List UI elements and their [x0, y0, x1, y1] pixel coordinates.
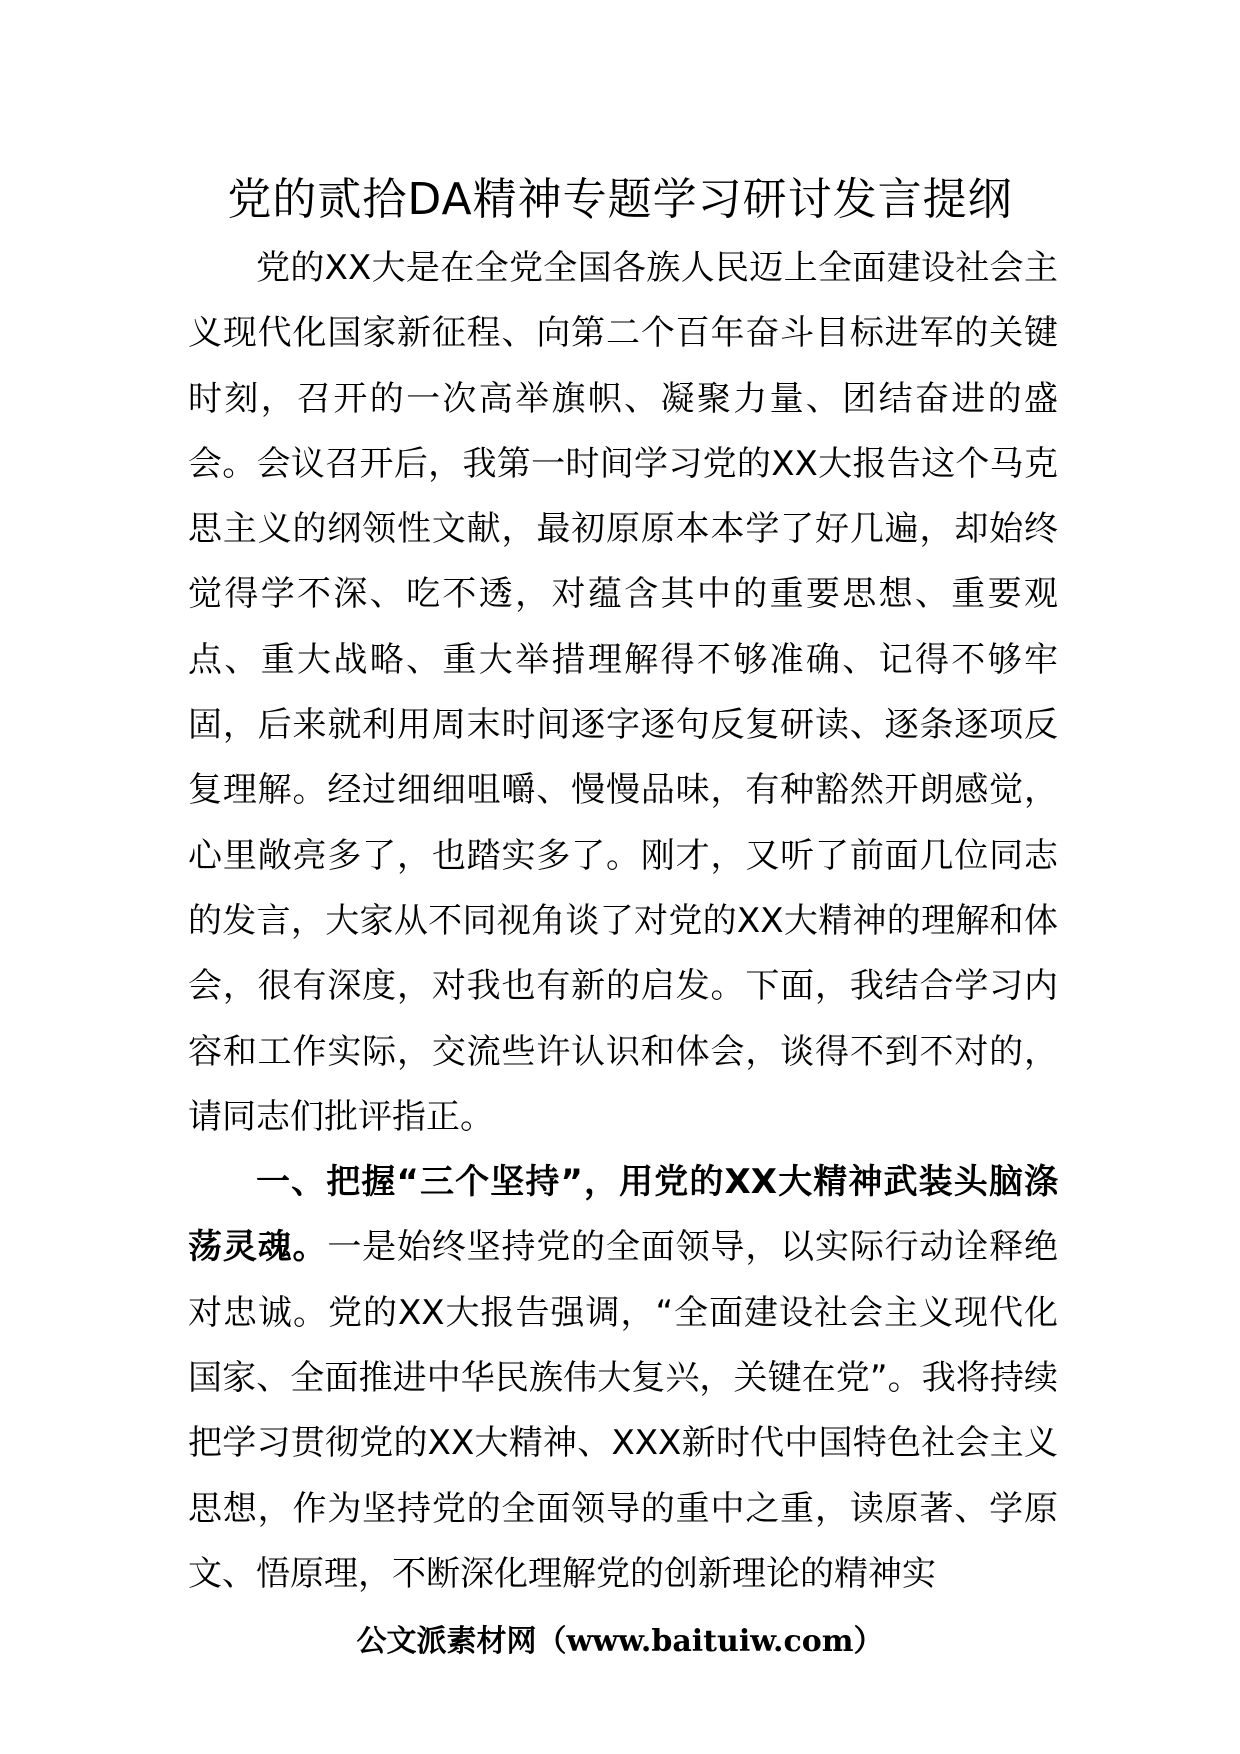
- section-one-text: 一是始终坚持党的全面领导，以实际行动诠释绝对忠诚。党的XX大报告强调，“全面建设社会主义现代化国家、全面推进中华民族伟大复兴，关键在党”。我将持续把学习贯彻党的XX大精神、XXX新时代中国特色社会主义思想，作为坚持党的全面领导的重中之重，读原著、学原文、悟原理，不断深化理解党的创新理论的精神实: [188, 1227, 1059, 1594]
- paragraph-intro: [188, 236, 1058, 1150]
- paragraph-intro-text: 党的XX大是在全党全国各族人民迈上全面建设社会主义现代化国家新征程、向第二个百年奋斗目标进军的关键时刻，召开的一次高举旗帜、凝聚力量、团结奋进的盛会。会议召开后，我第一时间学习党的XX大报告这个马克思主义的纲领性文献，最初原原本本学了好几遍，却始终觉得学不深、吃不透，对蕴含其中的重要思想、重要观点、重大战略、重大举措理解得不够准确、记得不够牢固，后来就利用周末时间逐字逐句反复研读、逐条逐项反复理解。经过细细咀嚼、慢慢品味，有种豁然开朗感觉，心里敞亮多了，也踏实多了。刚才，又听了前面几位同志的发言，大家从不同视角谈了对党的XX大精神的理解和体会，很有深度，对我也有新的启发。下面，我结合学习内容和工作实际，交流些许认识和体会，谈得不到不对的，请同志们批评指正。: [188, 248, 1058, 1137]
- paragraph-section-one: [188, 1150, 1058, 1607]
- section-one-heading: 一、把握“三个坚持”，用党的XX大精神武装头脑涤荡灵魂。: [188, 1162, 1058, 1268]
- document-title: 党的贰拾DA精神专题学习研讨发言提纲: [227, 174, 1013, 225]
- document-body: [188, 236, 1058, 1607]
- footer-source: 公文派素材网（www.baituiw.com）: [356, 1624, 884, 1659]
